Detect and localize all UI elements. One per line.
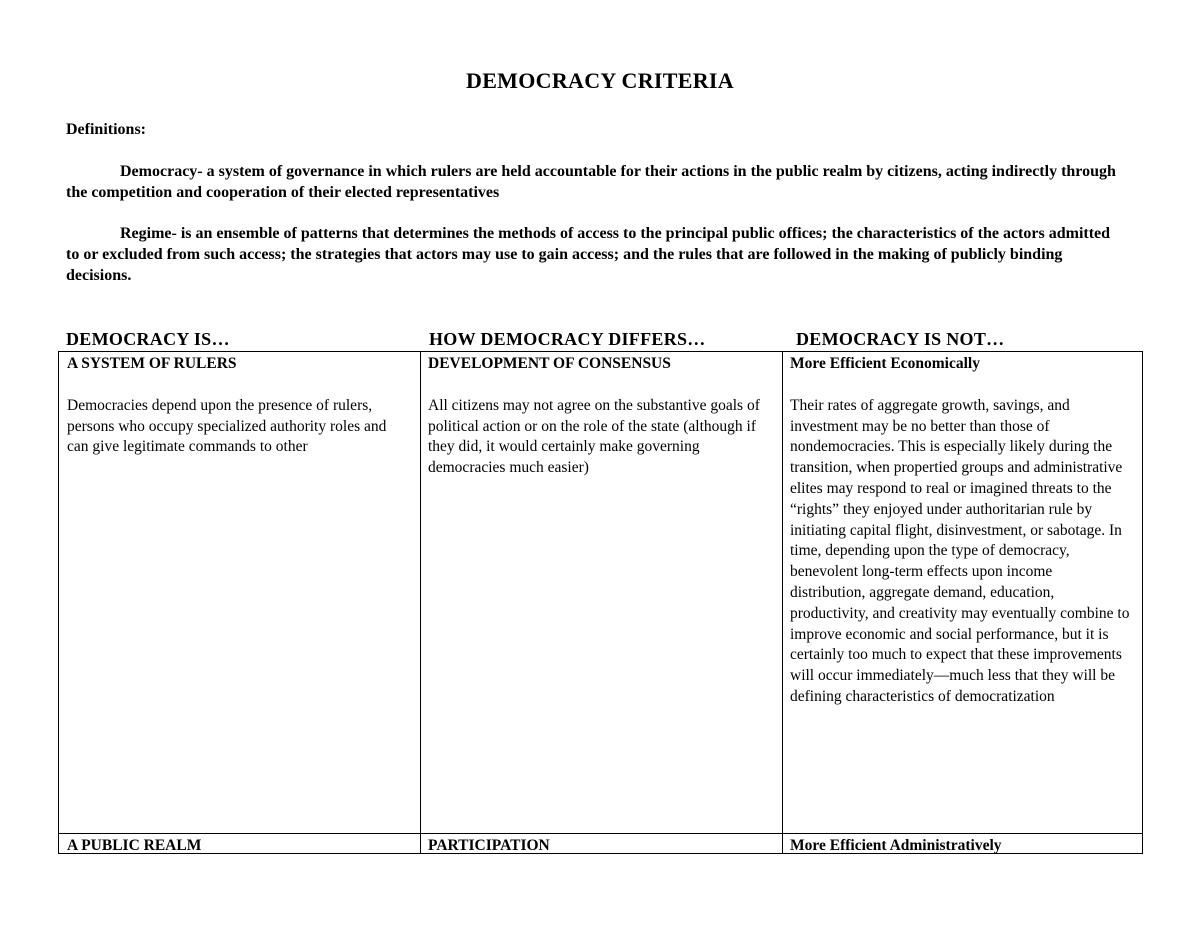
column-header-democracy-is-not: DEMOCRACY IS NOT…	[796, 329, 1005, 349]
row-divider	[59, 833, 1142, 834]
column-header-democracy-is: DEMOCRACY IS…	[66, 329, 230, 349]
cell-heading: DEVELOPMENT OF CONSENSUS	[428, 355, 671, 372]
definitions-label: Definitions:	[66, 121, 146, 138]
table-cell	[790, 354, 1130, 708]
cell-heading: A SYSTEM OF RULERS	[67, 355, 237, 372]
table-cell	[67, 354, 407, 458]
cell-heading: A PUBLIC REALM	[67, 837, 202, 854]
column-header-how-democracy-differs: HOW DEMOCRACY DIFFERS…	[429, 329, 706, 349]
cell-body: All citizens may not agree on the substantive goals of political action or on the role of the state (although if they did, it would certainly make governing democracies much easier)	[428, 396, 760, 477]
table-cell	[67, 836, 407, 857]
cell-heading: More Efficient Economically	[790, 355, 980, 372]
cell-body: Democracies depend upon the presence of rulers, persons who occupy specialized authority roles and can give legitimate commands to other	[67, 396, 387, 456]
definition-regime: Regime- is an ensemble of patterns that determines the methods of access to the principal public offices; the characteristics of the actors admitted to or excluded from such access; the strategies that actors may use to gain access; and the rules that are followed in the making of publicly binding decisions.	[66, 225, 1111, 284]
definition-democracy: Democracy- a system of governance in which rulers are held accountable for their actions in the public realm by citizens, acting indirectly through the competition and cooperation of their elected representatives	[66, 163, 1116, 201]
cell-body: Their rates of aggregate growth, savings, and investment may be no better than those of nondemocracies. This is especially likely during the transition, when propertied groups and administrative elites may respond to real or imagined threats to the “rights” they enjoyed under authoritarian rule by initiating capital flight, disinvestment, or sabotage. In time, depending upon the type of democracy, benevolent long-term effects upon income distribution, aggregate demand, education, productivity, and creativity may eventually combine to improve economic and social performance, but it is certainly too much to expect that these improvements will occur immediately—much less that they will be defining characteristics of democratization	[790, 396, 1130, 705]
cell-heading: More Efficient Administratively	[790, 837, 1002, 854]
cell-heading: PARTICIPATION	[428, 837, 550, 854]
page-title: DEMOCRACY CRITERIA	[466, 68, 734, 93]
table-cell	[790, 836, 1130, 857]
table-cell	[428, 836, 768, 857]
column-divider	[782, 352, 783, 853]
column-divider	[420, 352, 421, 853]
criteria-table	[58, 351, 1143, 854]
table-cell	[428, 354, 768, 479]
